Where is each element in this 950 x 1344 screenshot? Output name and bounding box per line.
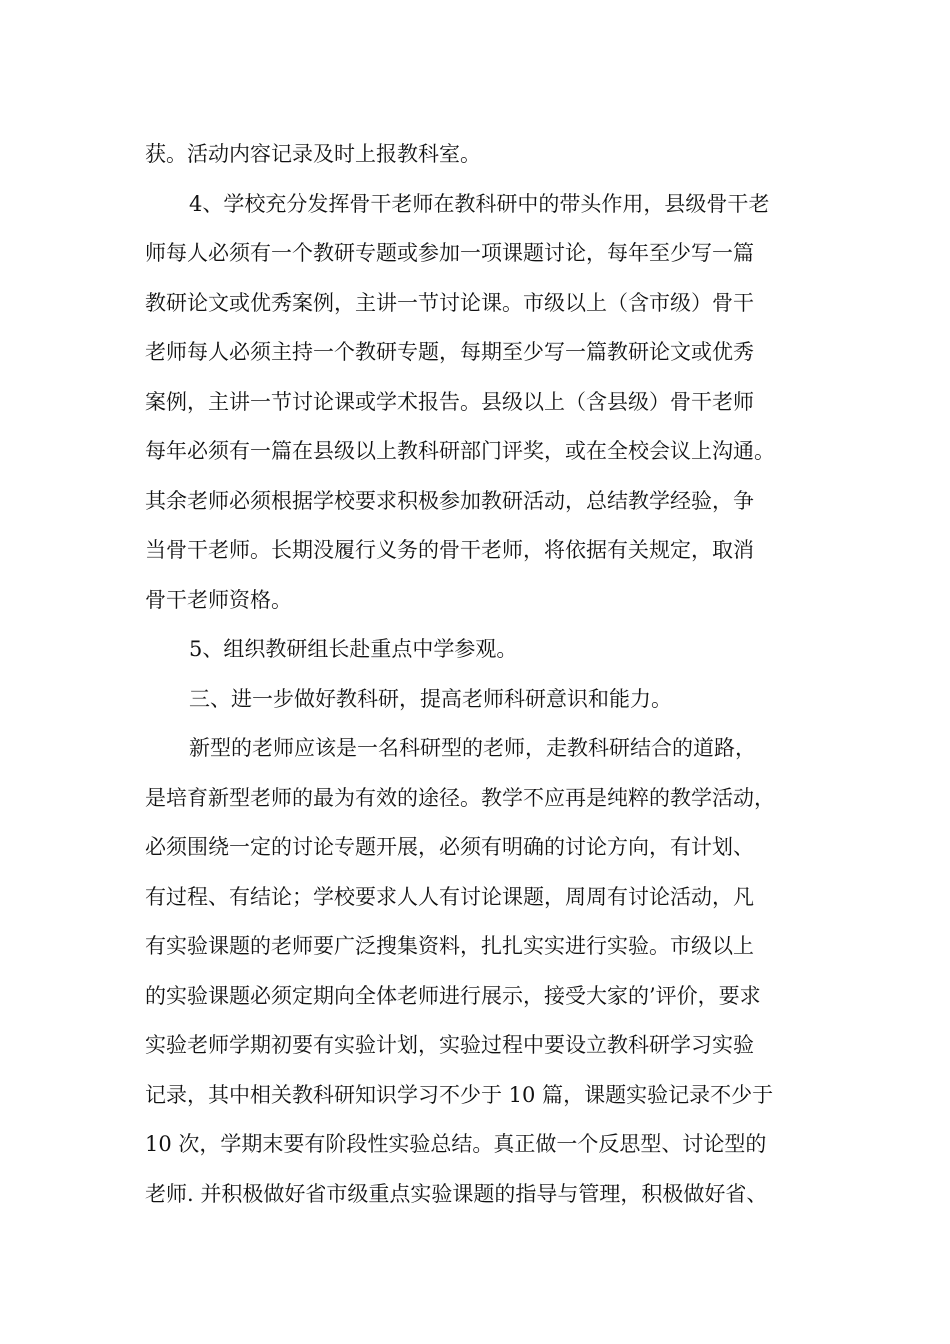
text-line: 获。活动内容记录及时上报教科室。 <box>145 142 481 166</box>
text-line: 有实验课题的老师要广泛搜集资料，扎扎实实进行实验。市级以上 <box>145 934 754 958</box>
text-line: 老师每人必须主持一个教研专题，每期至少写一篇教研论文或优秀 <box>145 340 754 364</box>
text-line: 是培育新型老师的最为有效的途径。教学不应再是纯粹的教学活动， <box>145 785 775 810</box>
paragraph-start: 新型的老师应该是一名科研型的老师，走教科研结合的道路， <box>189 736 756 760</box>
section-heading-3: 三、进一步做好教科研，提高老师科研意识和能力。 <box>189 686 672 711</box>
text-line: 案例，主讲一节讨论课或学术报告。县级以上（含县级）骨干老师 <box>145 389 754 414</box>
text-line: 老师. 并积极做好省市级重点实验课题的指导与管理，积极做好省、 <box>145 1181 768 1206</box>
text-line: 必须围绕一定的讨论专题开展，必须有明确的讨论方向，有计划、 <box>145 835 754 859</box>
text-line: 记录，其中相关教科研知识学习不少于 10 篇，课题实验记录不少于 <box>145 1082 774 1107</box>
text-line: 师每人必须有一个教研专题或参加一项课题讨论，每年至少写一篇 <box>145 241 754 265</box>
text-line: 骨干老师资格。 <box>145 587 292 612</box>
paragraph-item-5: 5、组织教研组长赴重点中学参观。 <box>189 637 518 661</box>
text-line: 教研论文或优秀案例，主讲一节讨论课。市级以上（含市级）骨干 <box>145 290 754 315</box>
text-line: 的实验课题必须定期向全体老师进行展示，接受大家的’评价，要求 <box>145 983 761 1008</box>
text-line: 其余老师必须根据学校要求积极参加教研活动，总结教学经验，争 <box>145 488 754 513</box>
paragraph-item-4-start: 4、学校充分发挥骨干老师在教科研中的带头作用，县级骨干老 <box>189 191 770 216</box>
text-line: 10 次，学期末要有阶段性实验总结。真正做一个反思型、讨论型的 <box>145 1132 767 1156</box>
text-line: 实验老师学期初要有实验计划，实验过程中要设立教科研学习实验 <box>145 1033 754 1057</box>
document-body <box>145 130 825 1219</box>
text-line: 每年必须有一篇在县级以上教科研部门评奖，或在全校会议上沟通。 <box>145 439 775 463</box>
text-line: 有过程、有结论；学校要求人人有讨论课题，周周有讨论活动，凡 <box>145 884 754 909</box>
text-line: 当骨干老师。长期没履行义务的骨干老师，将依据有关规定，取消 <box>145 538 754 562</box>
